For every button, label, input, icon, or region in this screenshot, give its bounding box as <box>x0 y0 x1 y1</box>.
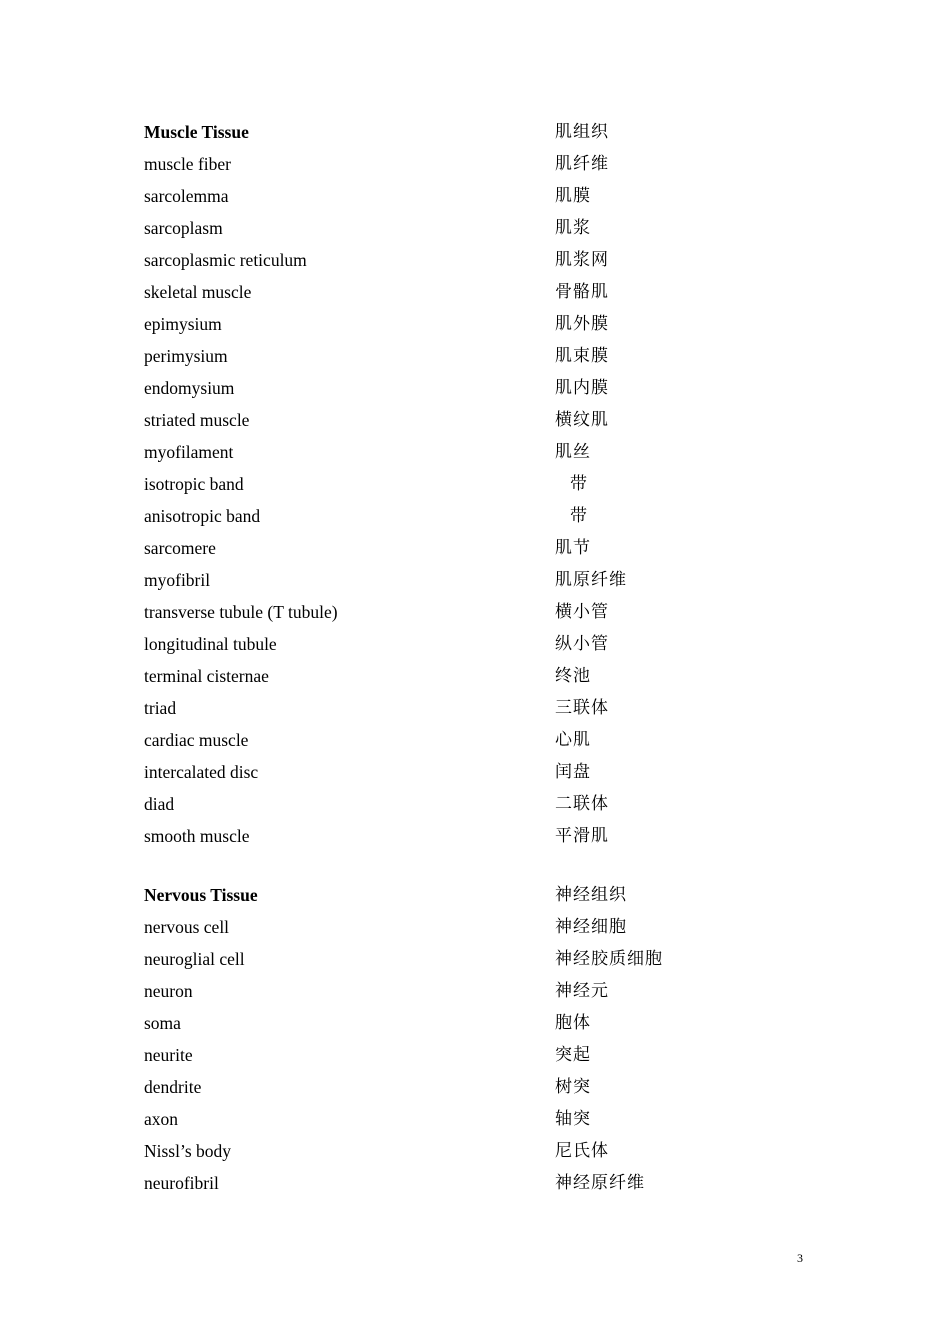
term-english: cardiac muscle <box>144 730 249 750</box>
term-chinese: 平滑肌 <box>555 826 609 846</box>
term-row <box>144 596 764 628</box>
term-chinese: 肌原纤维 <box>555 570 627 590</box>
term-english: endomysium <box>144 378 235 398</box>
term-row <box>144 724 764 756</box>
term-english: terminal cisternae <box>144 666 269 686</box>
term-english: sarcomere <box>144 538 216 558</box>
term-english: sarcoplasmic reticulum <box>144 250 307 270</box>
term-english: smooth muscle <box>144 826 250 846</box>
term-chinese: 肌浆 <box>555 218 591 238</box>
term-chinese: 胞体 <box>555 1013 591 1033</box>
term-chinese: 纵小管 <box>555 634 609 654</box>
term-chinese: 带 <box>570 506 588 526</box>
heading-english: Muscle Tissue <box>144 122 249 142</box>
term-english: neuron <box>144 981 193 1001</box>
term-english: neuroglial cell <box>144 949 245 969</box>
heading-english: Nervous Tissue <box>144 885 258 905</box>
term-english: soma <box>144 1013 181 1033</box>
term-row <box>144 1007 764 1039</box>
muscle-tissue-section <box>144 116 764 852</box>
term-row <box>144 1103 764 1135</box>
term-row <box>144 404 764 436</box>
term-row <box>144 756 764 788</box>
term-row <box>144 911 764 943</box>
term-row <box>144 436 764 468</box>
heading-chinese: 肌组织 <box>555 122 609 142</box>
nervous-tissue-section <box>144 879 764 1199</box>
term-row <box>144 975 764 1007</box>
term-chinese: 神经元 <box>555 981 609 1001</box>
heading-chinese: 神经组织 <box>555 885 627 905</box>
section-heading-muscle-tissue <box>144 116 764 148</box>
term-chinese: 神经胶质细胞 <box>555 949 663 969</box>
term-english: muscle fiber <box>144 154 231 174</box>
term-english: longitudinal tubule <box>144 634 277 654</box>
term-row <box>144 1135 764 1167</box>
term-chinese: 横纹肌 <box>555 410 609 430</box>
section-heading-nervous-tissue <box>144 879 764 911</box>
term-chinese: 肌节 <box>555 538 591 558</box>
term-row <box>144 1039 764 1071</box>
term-row <box>144 500 764 532</box>
term-chinese: 终池 <box>555 666 591 686</box>
term-english: Nissl’s body <box>144 1141 232 1161</box>
term-english: dendrite <box>144 1077 202 1097</box>
term-chinese: 带 <box>570 474 588 494</box>
term-chinese: 神经细胞 <box>555 917 627 937</box>
term-chinese: 肌浆网 <box>555 250 609 270</box>
term-row <box>144 820 764 852</box>
term-chinese: 心肌 <box>555 730 591 750</box>
term-chinese: 突起 <box>555 1045 591 1065</box>
term-row <box>144 660 764 692</box>
term-row <box>144 276 764 308</box>
term-row <box>144 532 764 564</box>
term-english: nervous cell <box>144 917 230 937</box>
term-english: isotropic band <box>144 474 244 494</box>
term-english: skeletal muscle <box>144 282 252 302</box>
term-row <box>144 628 764 660</box>
term-row <box>144 788 764 820</box>
term-english: perimysium <box>144 346 228 366</box>
term-row <box>144 564 764 596</box>
term-english: sarcolemma <box>144 186 229 206</box>
term-english: neurite <box>144 1045 193 1065</box>
term-chinese: 树突 <box>555 1077 591 1097</box>
term-chinese: 横小管 <box>555 602 609 622</box>
term-english: axon <box>144 1109 179 1129</box>
term-row <box>144 308 764 340</box>
term-english: triad <box>144 698 177 718</box>
term-row <box>144 468 764 500</box>
term-chinese: 二联体 <box>555 794 609 814</box>
term-row <box>144 148 764 180</box>
term-chinese: 肌纤维 <box>555 154 609 174</box>
term-english: myofilament <box>144 442 234 462</box>
term-english: anisotropic band <box>144 506 261 526</box>
term-chinese: 三联体 <box>555 698 609 718</box>
term-row <box>144 212 764 244</box>
term-english: diad <box>144 794 175 814</box>
term-english: intercalated disc <box>144 762 259 782</box>
term-row <box>144 1167 764 1199</box>
term-chinese: 肌膜 <box>555 186 591 206</box>
term-row <box>144 372 764 404</box>
term-chinese: 闰盘 <box>555 762 591 782</box>
term-row <box>144 180 764 212</box>
term-english: epimysium <box>144 314 222 334</box>
term-english: neurofibril <box>144 1173 219 1193</box>
term-english: sarcoplasm <box>144 218 223 238</box>
term-english: transverse tubule (T tubule) <box>144 602 338 622</box>
term-chinese: 神经原纤维 <box>555 1173 645 1193</box>
term-chinese: 肌内膜 <box>555 378 609 398</box>
term-row <box>144 340 764 372</box>
term-chinese: 肌外膜 <box>555 314 609 334</box>
term-chinese: 骨骼肌 <box>555 282 609 302</box>
term-row <box>144 692 764 724</box>
term-chinese: 肌束膜 <box>555 346 609 366</box>
page-number: 3 <box>797 1251 803 1265</box>
term-row <box>144 244 764 276</box>
term-chinese: 尼氏体 <box>555 1141 609 1161</box>
term-row <box>144 1071 764 1103</box>
term-english: striated muscle <box>144 410 250 430</box>
term-chinese: 肌丝 <box>555 442 591 462</box>
term-english: myofibril <box>144 570 211 590</box>
term-row <box>144 943 764 975</box>
term-chinese: 轴突 <box>555 1109 591 1129</box>
